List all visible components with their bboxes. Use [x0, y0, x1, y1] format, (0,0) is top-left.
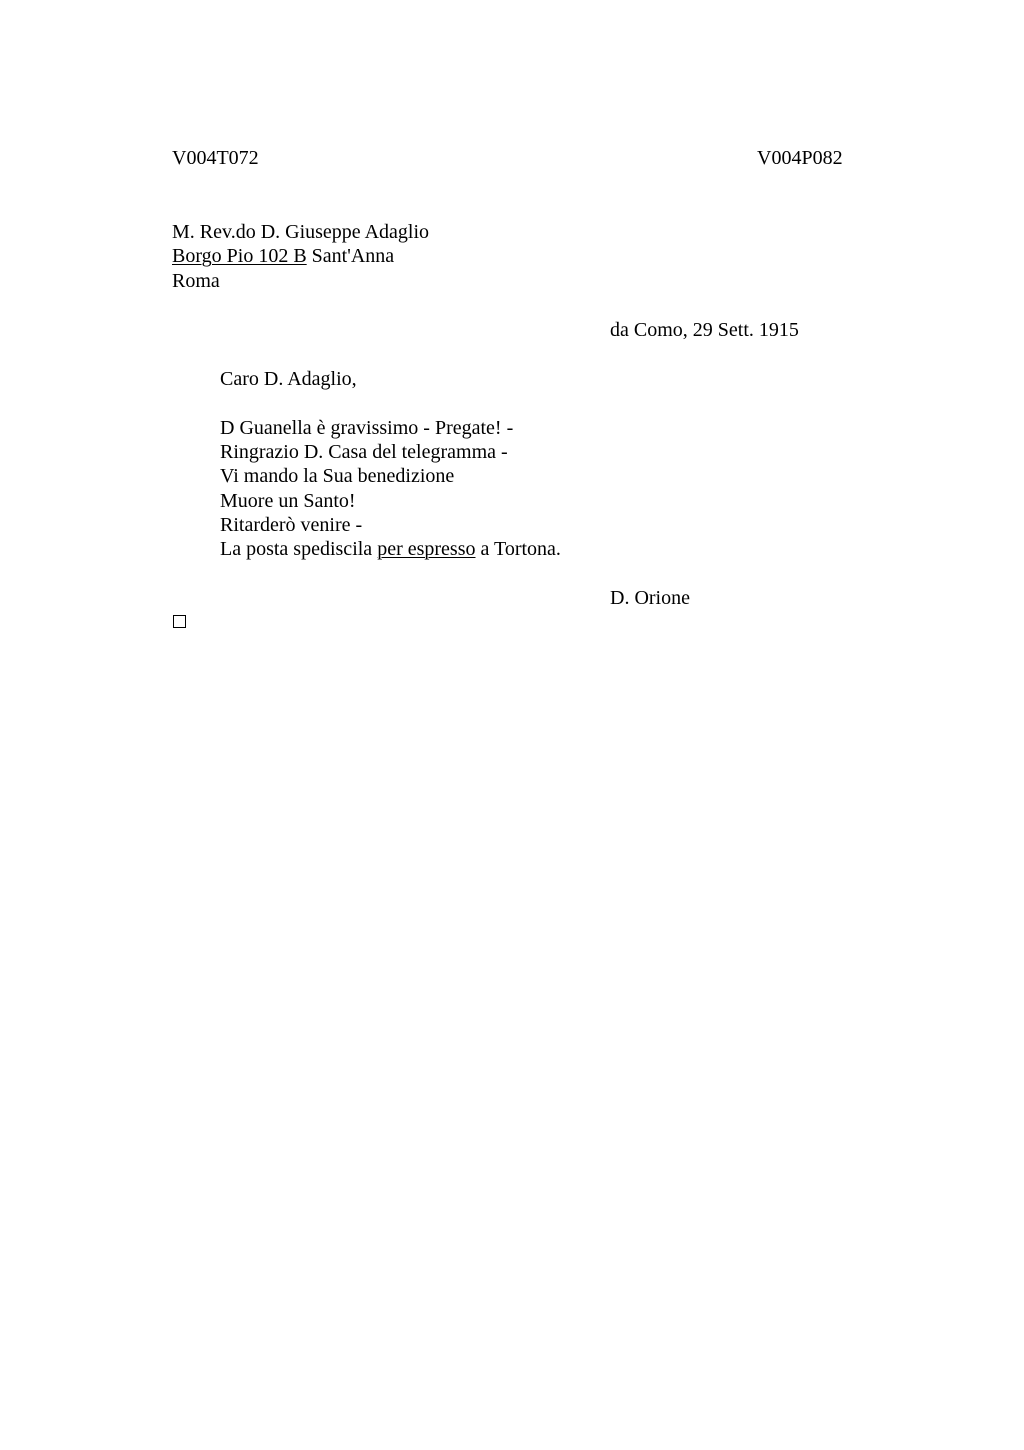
dateline: da Como, 29 Sett. 1915 — [610, 319, 799, 341]
recipient-name: M. Rev.do D. Giuseppe Adaglio — [172, 221, 430, 243]
body-line: Ritarderò venire - — [220, 514, 363, 536]
last-line-underlined: per espresso — [377, 538, 476, 560]
body-line: Vi mando la Sua benedizione — [220, 465, 455, 487]
street-underlined: Borgo Pio 102 B — [172, 245, 307, 267]
document-code-right: V004P082 — [757, 147, 843, 169]
body-line: Muore un Santo! — [220, 490, 356, 512]
document-code-left: V004T072 — [172, 147, 259, 169]
body-line: Ringrazio D. Casa del telegramma - — [220, 441, 508, 463]
street-rest: Sant'Anna — [306, 245, 395, 267]
last-line-before: La posta spediscila — [220, 538, 378, 560]
signature: D. Orione — [610, 587, 690, 609]
body-line: D Guanella è gravissimo - Pregate! - — [220, 417, 514, 439]
checkbox-icon — [173, 615, 186, 628]
recipient-street — [172, 244, 394, 268]
body-line-last — [220, 537, 561, 561]
last-line-after: a Tortona. — [475, 538, 561, 560]
recipient-city: Roma — [172, 270, 220, 292]
salutation: Caro D. Adaglio, — [220, 368, 357, 390]
